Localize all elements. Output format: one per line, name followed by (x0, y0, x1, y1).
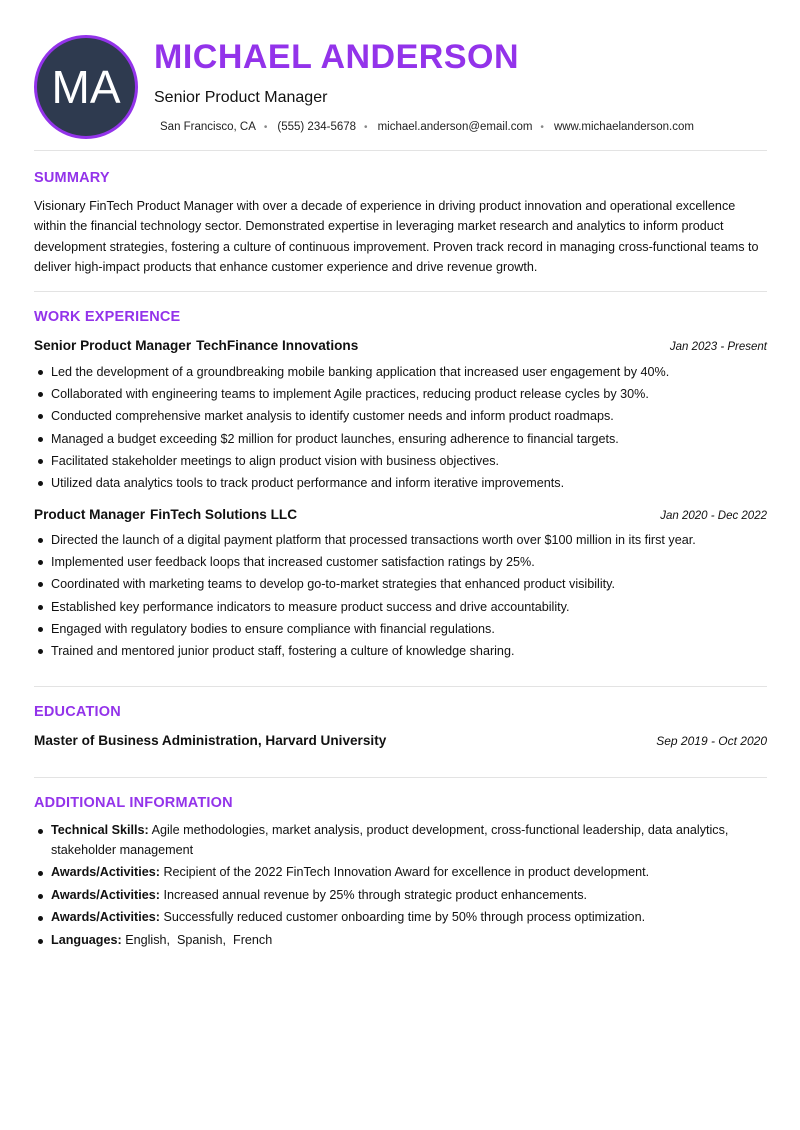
education-entry (34, 733, 767, 748)
job-title (34, 338, 358, 353)
avatar (34, 35, 138, 139)
summary-heading: SUMMARY (34, 170, 110, 186)
list-item: Facilitated stakeholder meetings to align product vision with business objectives. (34, 450, 770, 472)
contact-bar (160, 121, 694, 133)
list-item: Led the development of a groundbreaking mobile banking application that increased user engagement by 40%. (34, 361, 770, 383)
list-item (34, 908, 770, 928)
job-company: TechFinance Innovations (196, 338, 359, 353)
list-item (34, 886, 770, 906)
info-label: Languages: (51, 932, 122, 947)
list-item: Engaged with regulatory bodies to ensure compliance with financial regulations. (34, 618, 770, 640)
contact-email[interactable]: michael.anderson@email.com (377, 121, 533, 133)
info-label: Awards/Activities: (51, 910, 160, 924)
info-label: Awards/Activities: (51, 887, 160, 902)
list-item (34, 931, 770, 951)
job-role: Product Manager (34, 507, 146, 522)
info-text: Increased annual revenue by 25% through strategic product enhancements. (163, 887, 588, 902)
list-item (34, 863, 770, 883)
additional-information-list (34, 821, 770, 953)
additional-information-heading: ADDITIONAL INFORMATION (34, 795, 233, 811)
info-label: Technical Skills: (51, 823, 149, 837)
list-item (34, 821, 770, 860)
job-header (34, 507, 767, 522)
avatar-initials: MA (51, 61, 121, 113)
candidate-title: Senior Product Manager (154, 89, 328, 106)
job-company: FinTech Solutions LLC (150, 507, 298, 522)
info-text: Recipient of the 2022 FinTech Innovation Award for excellence in product development. (163, 865, 650, 879)
contact-location: San Francisco, CA (160, 121, 256, 133)
list-item: Coordinated with marketing teams to develop go-to-market strategies that enhanced product visibility. (34, 573, 770, 595)
info-text: Successfully reduced customer onboarding time by 50% through process optimization. (163, 910, 646, 924)
contact-separator: • (263, 121, 268, 133)
job-dates: Jan 2023 - Present (669, 341, 767, 353)
list-item: Established key performance indicators to measure product success and drive accountability. (34, 596, 770, 618)
job-header (34, 338, 767, 353)
work-experience-heading: WORK EXPERIENCE (34, 309, 181, 325)
section-divider (34, 686, 767, 687)
education-dates: Sep 2019 - Oct 2020 (656, 734, 767, 748)
job-title (34, 507, 297, 522)
list-item: Trained and mentored junior product staff, fostering a culture of knowledge sharing. (34, 640, 770, 662)
list-item: Utilized data analytics tools to track product performance and inform iterative improvements. (34, 472, 770, 494)
list-item: Conducted comprehensive market analysis to identify customer needs and inform product roadmaps. (34, 405, 770, 427)
contact-website[interactable]: www.michaelanderson.com (553, 121, 694, 133)
contact-separator: • (540, 121, 544, 133)
list-item: Collaborated with engineering teams to implement Agile practices, reducing product release cycles by 30%. (34, 383, 770, 405)
education-degree: Master of Business Administration, Harvard University (34, 733, 387, 748)
list-item: Managed a budget exceeding $2 million for product launches, ensuring adherence to financial targets. (34, 428, 770, 450)
info-label: Awards/Activities: (51, 865, 160, 879)
contact-phone: (555) 234-5678 (277, 121, 357, 133)
info-text: English, Spanish, French (125, 932, 273, 947)
contact-separator: • (364, 121, 368, 133)
section-divider (34, 291, 767, 292)
list-item: Directed the launch of a digital payment platform that processed transactions worth over $100 million in its first year. (34, 529, 770, 551)
candidate-name: MICHAEL ANDERSON (154, 38, 520, 76)
info-text: Agile methodologies, market analysis, product development, cross-functional leadership, data analytics, stakeholder management (51, 823, 729, 857)
job-bullets (34, 529, 770, 662)
summary-text: Visionary FinTech Product Manager with over a decade of experience in driving product innovation and operational excellence within the financial technology sector. Demonstrated expertise in leveraging market research and analytics to inform product development strategies, fostering a culture of continuous improvement. Proven track record in managing cross-functional teams to deliver high-impact products that enhance customer experience and drive revenue growth. (34, 199, 759, 274)
education-heading: EDUCATION (34, 704, 121, 720)
section-divider (34, 150, 767, 151)
job-dates: Jan 2020 - Dec 2022 (660, 510, 767, 522)
job-bullets (34, 361, 770, 494)
section-divider (34, 777, 767, 778)
list-item: Implemented user feedback loops that increased customer satisfaction ratings by 25%. (34, 551, 770, 573)
job-role: Senior Product Manager (34, 338, 192, 353)
